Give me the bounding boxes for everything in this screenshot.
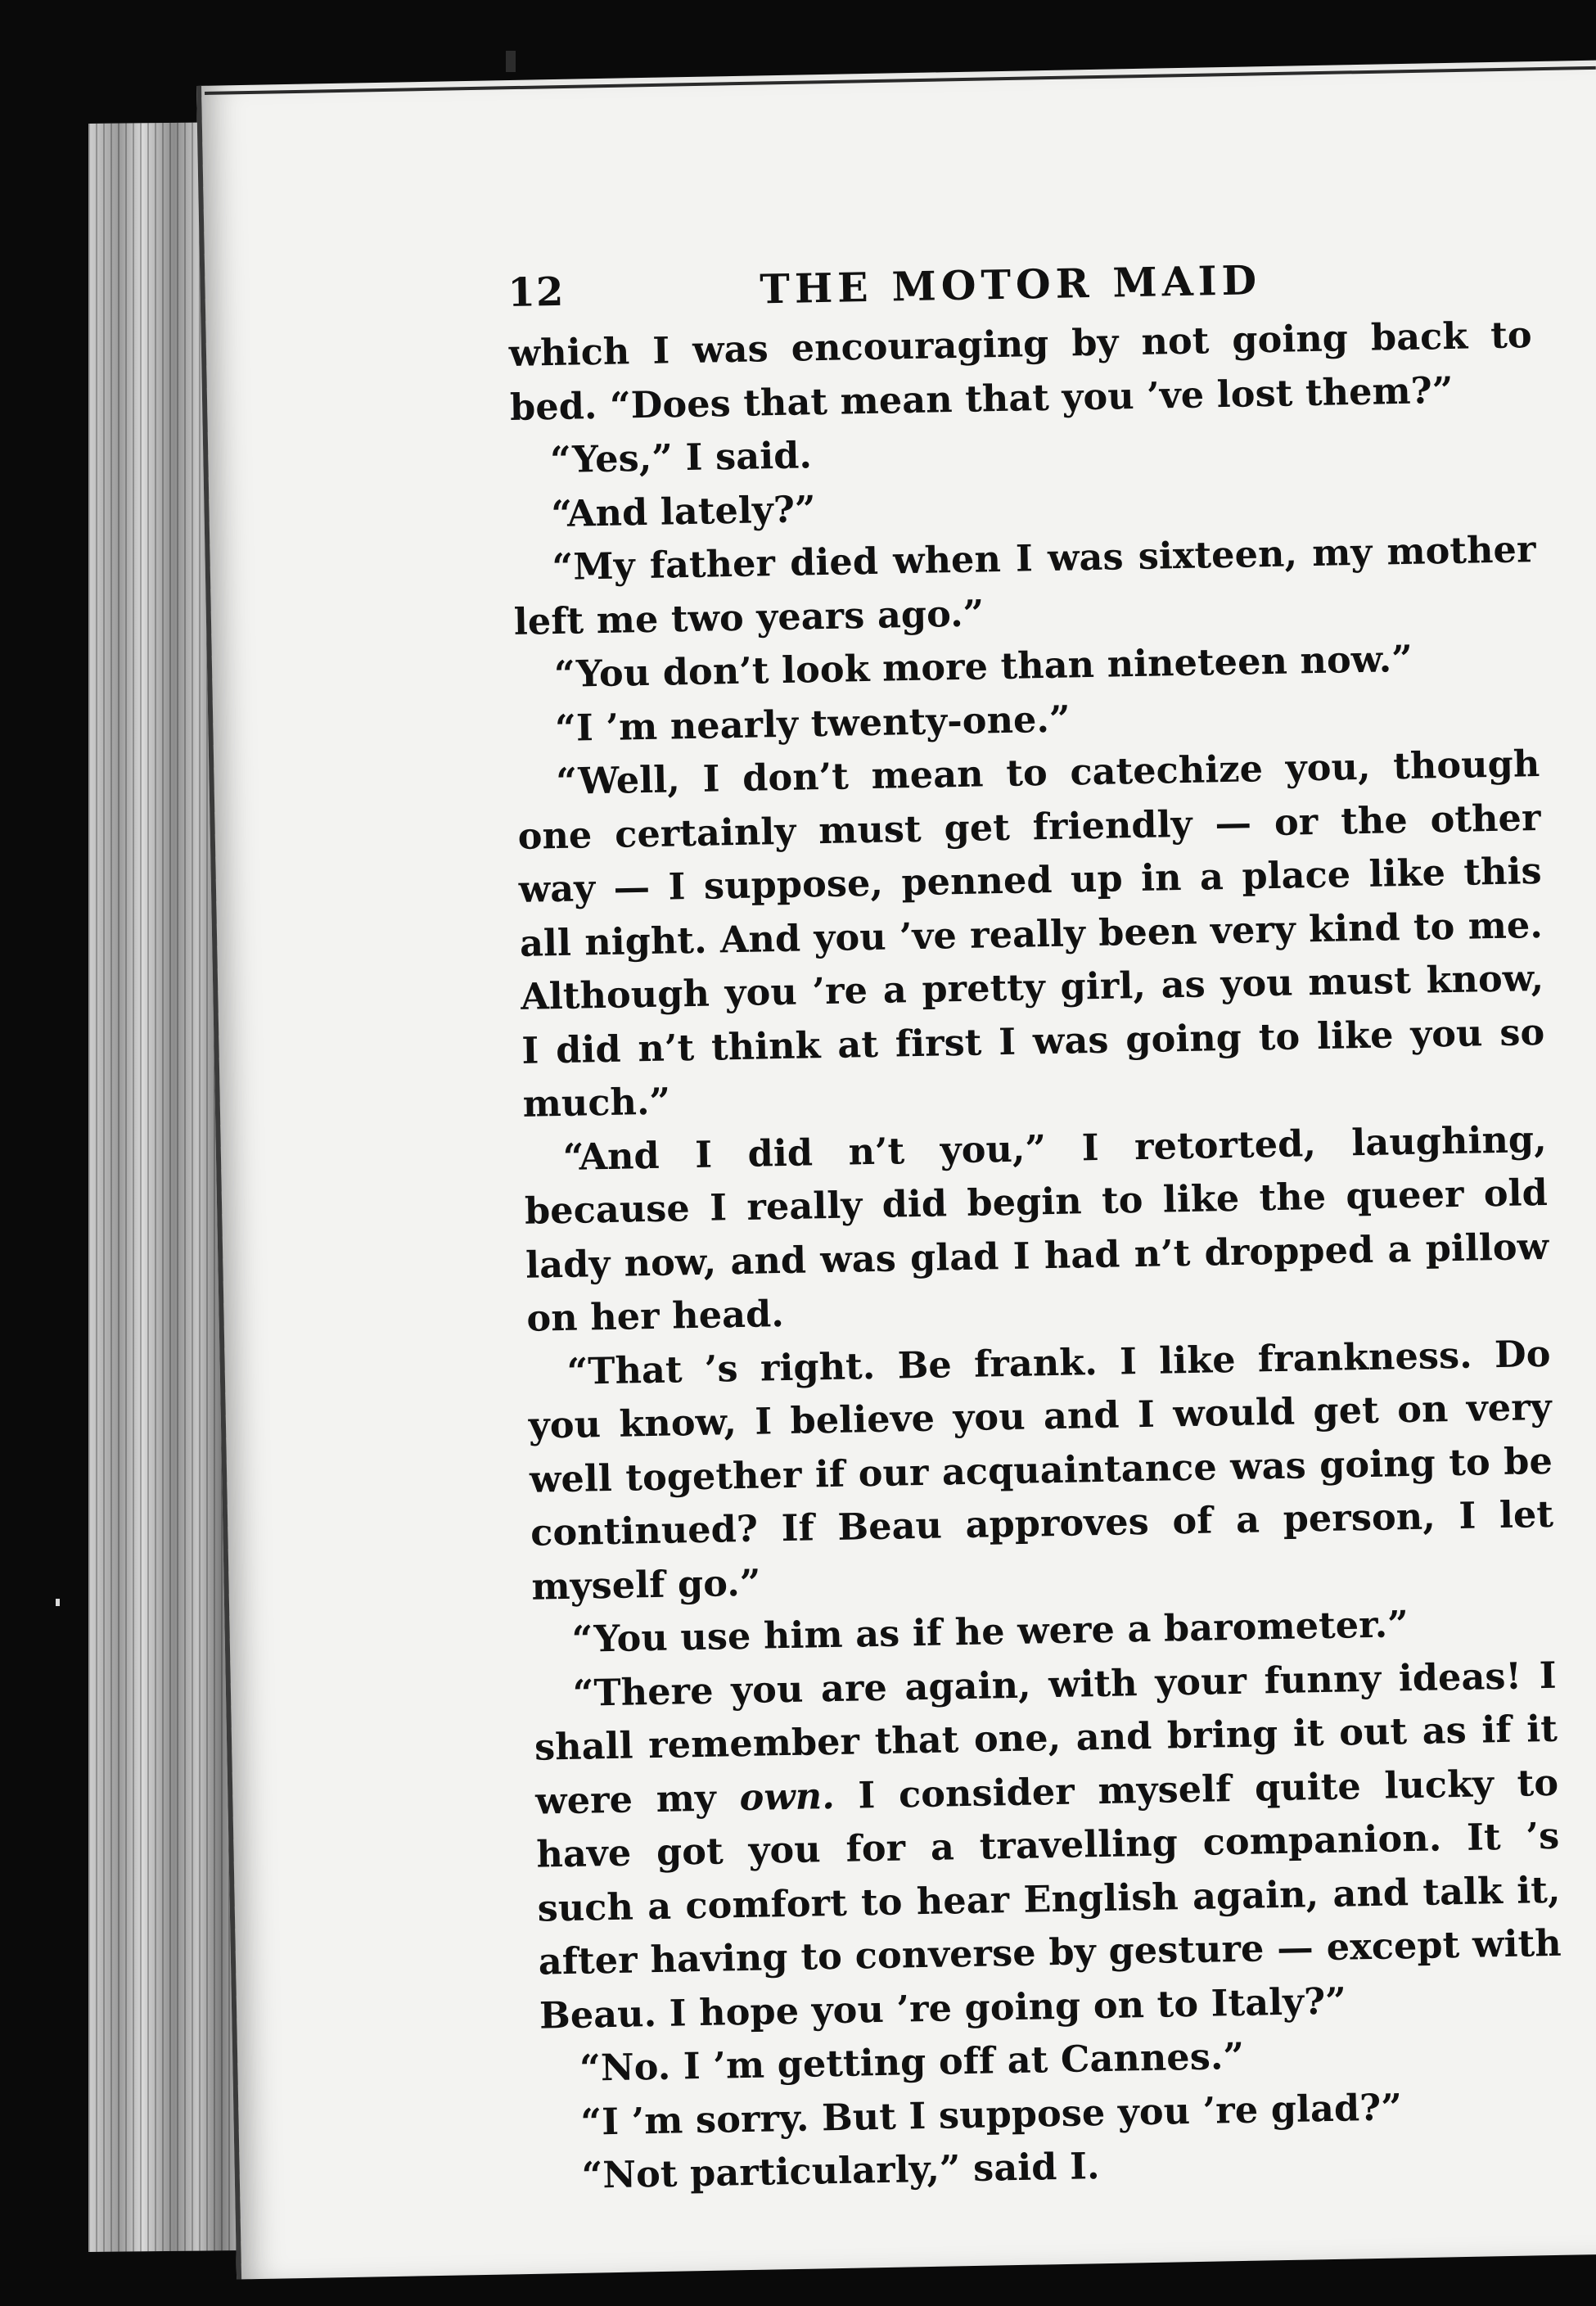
running-title: THE MOTOR MAID [759, 256, 1262, 314]
paragraph: “I ’m nearly twenty-one.” [554, 697, 1071, 750]
paragraph: “You use him as if he were a barometer.” [571, 1603, 1409, 1661]
scan-mark [506, 51, 516, 72]
paragraph-text: “There you are again, with your funny ideas! I shall remember that one, and bring it out as if it were my [534, 1654, 1558, 1823]
paragraph: “Not particularly,” said I. [581, 2145, 1101, 2197]
paragraph-italic-text: own. [739, 1774, 836, 1819]
paragraph [533, 1649, 1562, 2042]
page-text-block [507, 251, 1566, 2204]
paragraph: “And I did n’t you,” I retorted, laughing, because I really did begin to like the queer old lady now, and was glad I had n’t dropped a pillow on her head. [524, 1117, 1549, 1340]
paragraph: “I ’m sorry. But I suppose you ’re glad?” [579, 2085, 1403, 2144]
paragraph-text: I consider myself quite lucky to have got you for a travelling companion. It ’s such a comfort to hear English again, and talk it, after having to converse by gesture — except with Beau. I hope you ’re going on to Italy?” [536, 1761, 1562, 2037]
paragraph: “And lately?” [550, 487, 817, 535]
page-number: 12 [507, 269, 565, 316]
paragraph: “My father died when I was sixteen, my mother left me two years ago.” [513, 528, 1536, 643]
paragraph: “No. I ’m getting off at Cannes.” [579, 2034, 1245, 2090]
paragraph: “That ’s right. Be frank. I like frankness. Do you know, I believe you and I would get on very well together if our acquaintance was going to be continued? If Beau approves of a person, I let myself go.” [528, 1332, 1554, 1609]
paragraph: “Yes,” I said. [549, 434, 813, 482]
scan-speck [56, 1599, 60, 1606]
paragraph: which I was encouraging by not going back to bed. “Does that mean that you ’ve lost them?” [508, 314, 1533, 429]
paragraph: “You don’t look more than nineteen now.” [553, 637, 1413, 697]
paragraph: “Well, I don’t mean to catechize you, though one certainly must get friendly — or the other way — I suppose, penned up in a place like this all night. And you ’ve really been very kind to me. Although you ’re a pretty girl, as you must know, I did n’t think at first I was going to like you so much.” [517, 742, 1545, 1126]
